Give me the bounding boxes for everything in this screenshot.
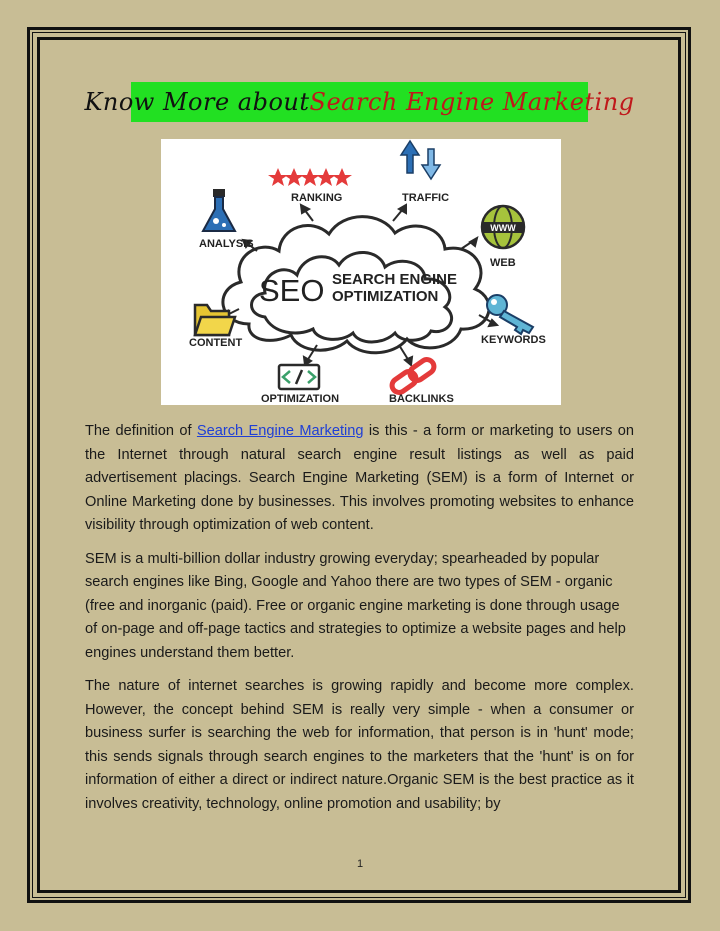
label-traffic: TRAFFIC (402, 192, 450, 204)
label-ranking: RANKING (291, 192, 343, 204)
label-content: CONTENT (189, 337, 243, 349)
link-icon (389, 357, 436, 395)
seo-infographic-svg (161, 139, 561, 405)
traffic-arrows-icon (401, 141, 440, 179)
ranking-stars (268, 168, 352, 186)
seo-infographic (161, 139, 561, 405)
label-optimization: OPTIMIZATION (261, 393, 340, 405)
search-engine-marketing-link[interactable]: Search Engine Marketing (196, 423, 364, 439)
code-icon (279, 365, 319, 389)
globe-www-text: WWW (490, 223, 516, 233)
folder-icon (195, 305, 235, 335)
page-title-part1: Know More about (84, 88, 310, 116)
page-title-part2: Search Engine Marketing (309, 88, 635, 116)
paragraph-definition-intro: The definition of (85, 423, 197, 439)
paragraph-industry: SEM is a multi-billion dollar industry growing everyday; spearheaded by popular search engines like Bing, Google and Yahoo there are two types of SEM - organic (free and inorganic (paid). Free or organic engine marketing is done through usage of on-page and off-page tactics and strategies to optimize a website pages and help engines understand them better. (85, 550, 626, 661)
star-icon (284, 168, 304, 186)
seo-line1: SEARCH ENGINE (332, 271, 458, 288)
article-body (85, 420, 634, 826)
label-backlinks: BACKLINKS (389, 393, 454, 405)
paragraph-definition-rest: is this - a form or marketing to users on the Internet through natural search engine result listings as well as paid advertisement placings. Search Engine Marketing (SEM) is a form of Internet or Online Marketing done by businesses. This involves promoting websites to enhance visibility through optimization of web content. (85, 423, 634, 533)
key-icon (487, 295, 533, 334)
star-icon (300, 168, 320, 186)
label-analysis: ANALYSIS (199, 238, 254, 250)
star-icon (332, 168, 352, 186)
paragraph-definition (85, 420, 634, 538)
label-keywords: KEYWORDS (481, 334, 546, 346)
globe-icon (482, 206, 524, 248)
label-web: WEB (490, 257, 516, 269)
flask-icon (203, 189, 235, 231)
page-number: 1 (356, 858, 364, 870)
seo-line2: OPTIMIZATION (332, 288, 439, 305)
seo-text: SEO (259, 273, 325, 308)
star-icon (316, 168, 336, 186)
page-title (84, 82, 635, 122)
paragraph-nature: The nature of internet searches is growing rapidly and become more complex. However, the concept behind SEM is really very simple - when a consumer or business surfer is searching the web for information, that person is in 'hunt' mode; this sends signals through search engines to the marketers that the 'hunt' is on for information of either a direct or indirect nature.Organic SEM is the best practice as it involves creativity, technology, online promotion and usability; by (85, 678, 634, 812)
star-icon (268, 168, 288, 186)
